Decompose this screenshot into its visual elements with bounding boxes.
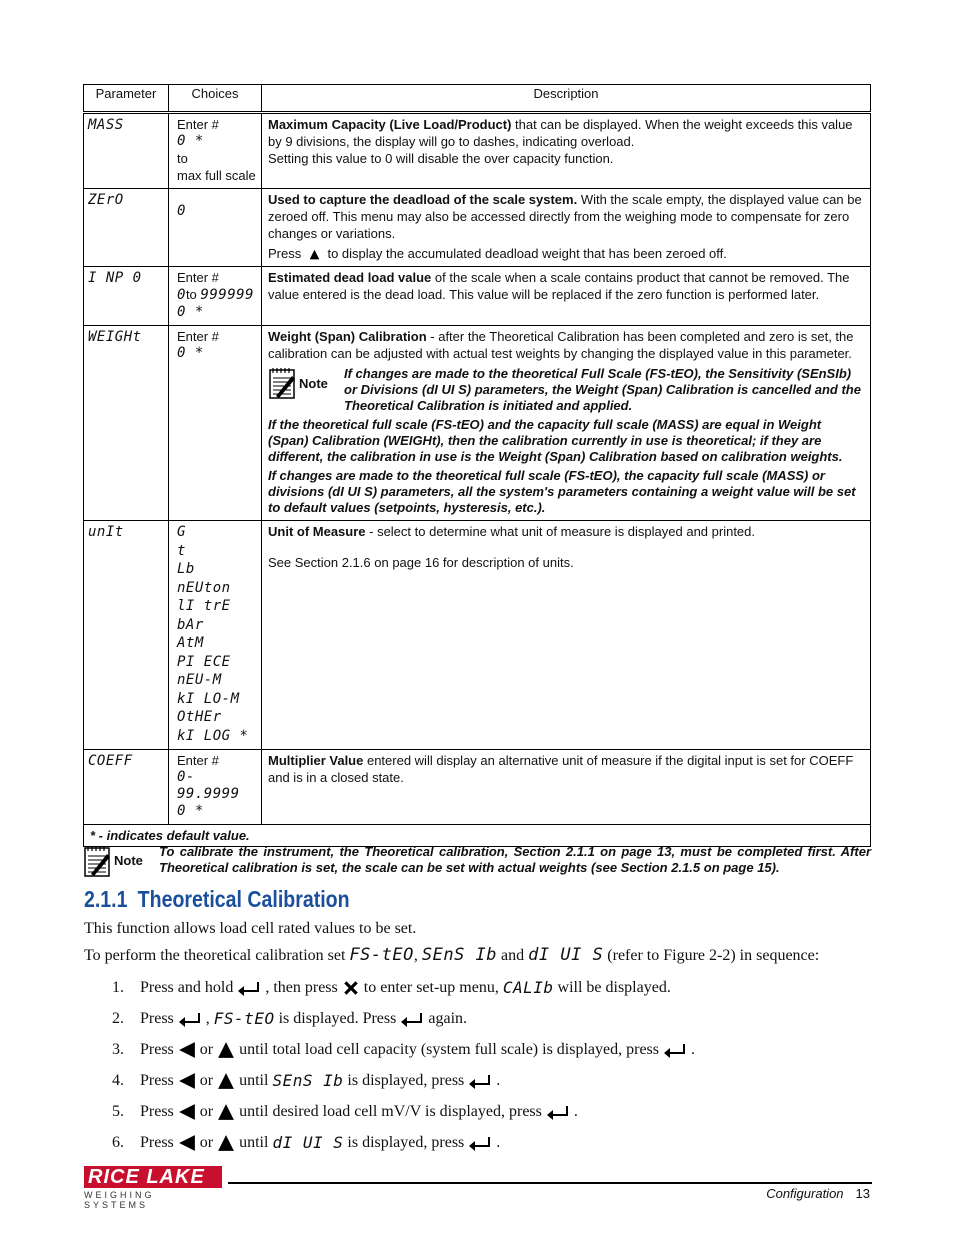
param-code: ZErO xyxy=(88,192,124,208)
param-code: unIt xyxy=(88,524,124,540)
header-parameter: Parameter xyxy=(84,85,169,113)
choice-item: nEUton xyxy=(177,579,231,596)
enter-key-icon xyxy=(237,980,261,996)
note-text: To calibrate the instrument, the Theoretical calibration, Section 2.1.1 on page 13, must be completed first. After Theoretical calibration is set, the scale can be set with actual weights (see Section 2.1.5 on page 15). xyxy=(159,844,871,875)
choice-item: nEU-M xyxy=(177,672,222,688)
desc-bold: Maximum Capacity (Live Load/Product) xyxy=(268,117,512,132)
note-label: Note xyxy=(299,375,328,391)
display-code: dI UI S xyxy=(528,945,604,965)
choice-item: lI trE xyxy=(177,598,231,614)
section-title: Theoretical Calibration xyxy=(137,886,350,912)
up-arrow-key-icon xyxy=(217,1134,235,1152)
desc-text: to display the accumulated deadload weight that has been zeroed off. xyxy=(323,246,727,261)
step-text: is displayed. Press xyxy=(278,1009,397,1027)
display-code: dI UI S xyxy=(272,1133,344,1152)
choice-item: 0 * xyxy=(177,304,204,320)
step-text: , xyxy=(205,1009,210,1027)
intro-text: This function allows load cell rated values to be set. xyxy=(84,920,417,937)
choice-item: to xyxy=(185,287,197,302)
choice-item: PI ECE xyxy=(177,653,231,670)
logo-bottom-text: WEIGHING SYSTEMS xyxy=(84,1190,155,1210)
footer-divider xyxy=(228,1182,872,1184)
list-item xyxy=(84,1003,695,1034)
step-text: , then press xyxy=(265,978,338,996)
step-text: Press xyxy=(140,1009,174,1027)
step-text: is displayed, press xyxy=(347,1071,465,1089)
default-value-note: * - indicates default value. xyxy=(90,828,250,843)
choice-item: 999999 xyxy=(200,287,254,303)
choice-item: 0 xyxy=(177,203,186,219)
enter-key-icon xyxy=(468,1135,492,1151)
enter-key-icon xyxy=(546,1104,570,1120)
choice-item: 0 xyxy=(177,287,186,303)
list-item xyxy=(84,1065,695,1096)
choice-item: t xyxy=(177,542,186,559)
note-pad-icon xyxy=(83,844,111,878)
table-row xyxy=(84,267,871,326)
section-link-text[interactable]: See Section 2.1.6 on page 16 for description of units. xyxy=(268,555,574,570)
left-arrow-key-icon xyxy=(178,1072,196,1090)
footer-section: Configuration xyxy=(766,1186,844,1201)
display-code: CALIb xyxy=(502,978,554,997)
choice-item: Enter # xyxy=(177,753,219,768)
step-number: 6. xyxy=(112,1133,124,1151)
desc-bold: Multiplier Value xyxy=(268,753,364,768)
note-label: Note xyxy=(114,853,143,868)
note-text: If the theoretical full scale (FS-tEO) and the capacity full scale (MASS) are equal in Weight (Span) Calibration (WEIGHt), then the calibration currently in use is theoretical; if they are different, the calibration in use is the Weight (Span) Calibration based on calibration weights. xyxy=(268,417,843,464)
step-text: Press xyxy=(140,1071,174,1089)
choice-item: 0-99.9999 xyxy=(177,769,240,802)
choice-item: to xyxy=(177,151,188,166)
step-text: to enter set-up menu, xyxy=(363,978,499,996)
display-code: SEnS Ib xyxy=(421,945,498,965)
enter-key-icon xyxy=(178,1011,202,1027)
table-row xyxy=(84,189,871,267)
choice-item: AtM xyxy=(177,635,204,651)
table-row xyxy=(84,326,871,521)
display-code: SEnS Ib xyxy=(272,1071,344,1090)
desc-text: - select to determine what unit of measure is displayed and printed. xyxy=(365,524,756,539)
choice-item: kI LO-M xyxy=(177,690,240,707)
table-row xyxy=(84,521,871,750)
calibration-note xyxy=(83,844,871,878)
header-choices: Choices xyxy=(169,85,262,113)
page-footer xyxy=(766,1186,870,1201)
note-text: If changes are made to the theoretical full scale (FS-tEO), the capacity full scale (MASS) or divisions (dI UI S) parameters, all the system's parameters containing a weight value will be set to default values (setpoints, hysteresis, etc.). xyxy=(268,468,856,515)
desc-bold: Estimated dead load value xyxy=(268,270,432,285)
param-code: I NP 0 xyxy=(88,270,142,286)
desc-text: - after the Theoretical Calibration has been completed and zero is set, the calibration can be adjusted with actual test weights by changing the displayed value in this parameter. xyxy=(268,329,854,361)
step-number: 3. xyxy=(112,1040,124,1058)
step-text: Press xyxy=(140,1102,174,1120)
enter-key-icon xyxy=(400,1011,424,1027)
display-code: FS-tEO xyxy=(213,1009,275,1028)
step-text: . xyxy=(496,1133,501,1151)
left-arrow-key-icon xyxy=(178,1103,196,1121)
choice-item: 0 * xyxy=(177,803,204,819)
step-text: or xyxy=(199,1040,214,1058)
desc-text: Setting this value to 0 will disable the over capacity function. xyxy=(268,151,614,166)
table-row xyxy=(84,750,871,825)
header-description: Description xyxy=(262,85,871,113)
parameter-table xyxy=(83,84,871,847)
step-text: or xyxy=(199,1071,214,1089)
step-text: until desired load cell mV/V is displayed, press xyxy=(239,1102,542,1120)
text-span: To perform the theoretical calibration set xyxy=(84,947,350,964)
choice-item: max full scale xyxy=(177,168,256,183)
table-header-row xyxy=(84,85,871,113)
desc-text: of the scale when a scale contains product that cannot be removed. The value entered is the dead load. This value will be replaced if the zero function is performed later. xyxy=(268,270,850,302)
text-span: (refer to Figure 2-2) in sequence: xyxy=(603,947,820,964)
display-code: FS-tEO xyxy=(349,945,414,965)
list-item xyxy=(84,1034,695,1065)
rice-lake-logo xyxy=(84,1166,222,1210)
note-pad-icon xyxy=(268,366,296,400)
section-heading xyxy=(84,886,350,913)
table-row xyxy=(84,113,871,189)
step-text: again. xyxy=(428,1009,468,1027)
param-code: COEFF xyxy=(88,753,133,769)
step-text: Press xyxy=(140,1040,174,1058)
step-text: until xyxy=(239,1071,269,1089)
desc-text: With the scale empty, the displayed value can be zeroed off. This menu may also be accessed directly from the weighing mode to compensate for zero changes or variations. xyxy=(268,192,862,241)
step-text: or xyxy=(199,1133,214,1151)
left-arrow-key-icon xyxy=(178,1134,196,1152)
desc-text: Press xyxy=(268,246,305,261)
instruction-text xyxy=(84,945,819,965)
step-number: 5. xyxy=(112,1102,124,1120)
up-arrow-key-icon xyxy=(217,1072,235,1090)
step-text: or xyxy=(199,1102,214,1120)
enter-key-icon xyxy=(468,1073,492,1089)
choice-item: kI LOG * xyxy=(177,727,249,744)
list-item xyxy=(84,972,695,1003)
choice-item: Enter # xyxy=(177,270,219,285)
up-arrow-key-icon xyxy=(309,249,320,260)
choice-item: OtHEr xyxy=(177,709,222,725)
enter-key-icon xyxy=(663,1042,687,1058)
text-span: and xyxy=(497,947,529,964)
step-text: until total load cell capacity (system full scale) is displayed, press xyxy=(239,1040,659,1058)
desc-bold: Unit of Measure xyxy=(268,524,366,539)
desc-bold: Used to capture the deadload of the scale system. xyxy=(268,192,578,207)
desc-text: that can be displayed. When the weight exceeds this value by 9 divisions, the display will go to dashes, indicating overload. xyxy=(268,117,853,149)
list-item xyxy=(84,1127,695,1158)
step-text: . xyxy=(573,1102,578,1120)
step-text: until xyxy=(239,1133,269,1151)
list-item xyxy=(84,1096,695,1127)
choice-item: 0 * xyxy=(177,133,204,149)
note-text: If changes are made to the theoretical Full Scale (FS-tEO), the Sensitivity (SEnSIb) or Divisions (dI UI S) parameters, the Weight (Span) Calibration is cancelled and the Theoretical Calibration is initiated and applied. xyxy=(344,366,861,413)
cross-key-icon xyxy=(342,979,360,997)
text-span: , xyxy=(413,947,422,964)
param-code: MASS xyxy=(88,117,124,133)
step-text: will be displayed. xyxy=(557,978,671,996)
step-number: 2. xyxy=(112,1009,124,1027)
choice-item: 0 * xyxy=(177,345,204,361)
page-number: 13 xyxy=(855,1186,870,1201)
calibration-steps xyxy=(84,972,695,1158)
left-arrow-key-icon xyxy=(178,1041,196,1059)
desc-bold: Weight (Span) Calibration xyxy=(268,329,427,344)
up-arrow-key-icon xyxy=(217,1041,235,1059)
choice-item: bAr xyxy=(177,616,204,633)
logo-top-text: RICE LAKE xyxy=(84,1166,222,1188)
step-number: 4. xyxy=(112,1071,124,1089)
step-text: . xyxy=(496,1071,501,1089)
up-arrow-key-icon xyxy=(217,1103,235,1121)
step-text: Press and hold xyxy=(140,978,234,996)
step-text: . xyxy=(691,1040,695,1058)
weight-note xyxy=(268,366,864,414)
step-number: 1. xyxy=(112,978,124,996)
step-text: Press xyxy=(140,1133,174,1151)
choice-item: Enter # xyxy=(177,329,219,344)
section-number: 2.1.1 xyxy=(84,886,128,912)
step-text: is displayed, press xyxy=(347,1133,465,1151)
param-code: WEIGHt xyxy=(88,329,142,345)
desc-text: entered will display an alternative unit of measure if the digital input is set for COEFF and is in a closed state. xyxy=(268,753,854,785)
choice-item: Lb xyxy=(177,561,195,577)
choice-item: G xyxy=(177,524,186,540)
choice-item: Enter # xyxy=(177,117,219,132)
